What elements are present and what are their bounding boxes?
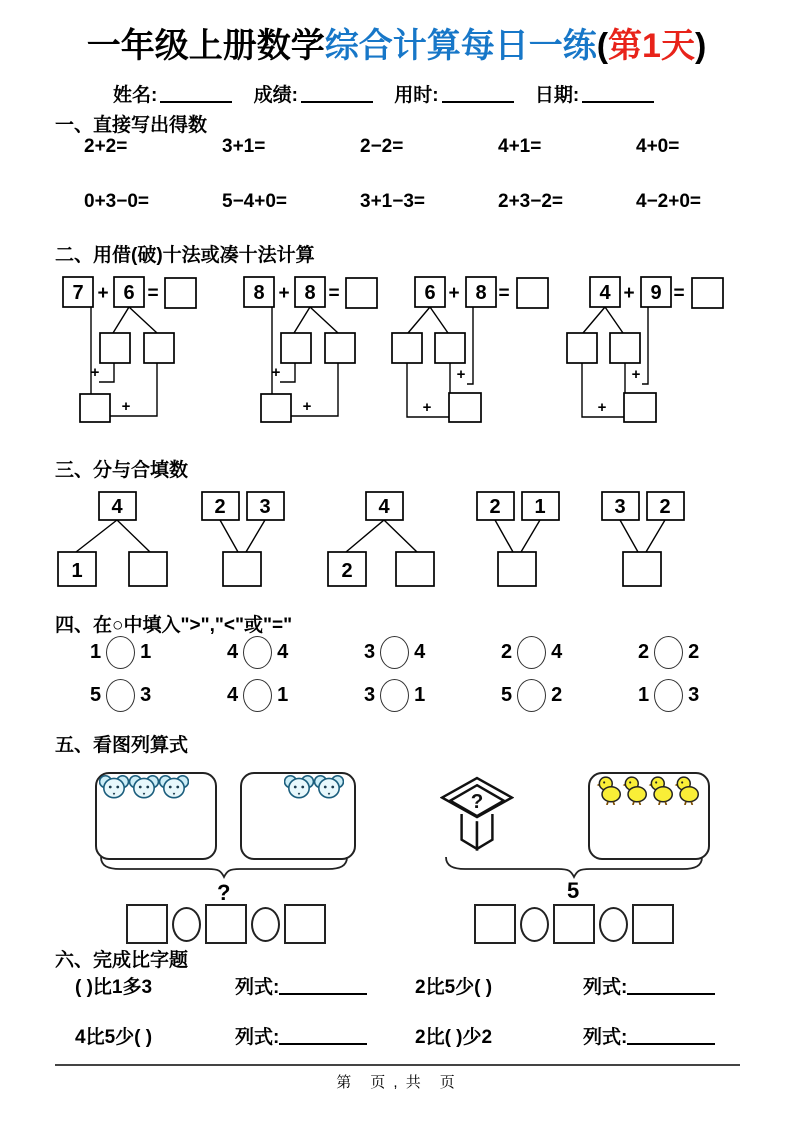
title-black: 一年级上册数学 [86,27,325,65]
comparison-circle[interactable] [654,679,683,712]
bond-top-value: 3 [259,496,271,518]
equation-cell [583,972,715,999]
date-blank[interactable] [582,83,654,103]
comparison-item [227,636,364,669]
equation-label: 列式: [235,977,280,998]
mystery-box-label: ? [470,789,484,813]
left-number: 4 [227,684,239,706]
brace-right-label: 5 [567,878,580,903]
connector-line [117,520,150,552]
comparison-item [501,679,638,712]
left-number: 1 [90,641,102,663]
plus-sign: + [97,283,109,304]
section2-header: 二、用借(破)十法或凑十法计算 [55,245,315,266]
bond-top-value: 2 [659,496,671,518]
bond-part-box[interactable] [396,552,434,586]
mouse-icon [159,774,189,800]
connector-line [384,520,417,552]
plus-sign: + [631,366,641,383]
comparison-circle[interactable] [106,679,135,712]
number-bond-merge-4 [473,490,563,590]
addend2: 8 [475,282,487,304]
chick-icon [674,775,700,805]
equation-blank[interactable] [627,1027,715,1045]
equation-cell [235,1022,367,1049]
plus-sign: + [422,399,432,416]
title-red: 第1天 [608,27,695,65]
mouse-icon [129,774,159,800]
equation-circle[interactable] [251,907,280,942]
date-label: 日期: [534,85,580,106]
right-number: 1 [140,641,152,663]
comparison-circle[interactable] [517,636,546,669]
connector-line [642,307,648,384]
section4-row2 [90,679,775,712]
plus-sign: + [121,398,131,415]
comparison-item [90,636,227,669]
number-bond-merge-5 [598,490,688,590]
brace-left-label: ? [217,880,231,905]
equals-sign: = [147,283,159,304]
comparison-item [90,679,227,712]
bond-part-value: 1 [71,560,83,582]
connector-line [521,520,540,552]
time-blank[interactable] [442,83,514,103]
info-line [113,80,670,107]
bond-part-value: 2 [341,560,353,582]
equation-template-right [472,904,676,944]
section4-header: 四、在○中填入">","<"或"=" [55,615,293,636]
make-ten-diagram-2 [243,276,383,426]
right-number: 2 [551,684,563,706]
addend1: 4 [599,282,611,304]
equation-blank[interactable] [627,977,715,995]
connector-line [467,307,473,384]
title-paren-close: ) [694,27,707,65]
equation-label: 列式: [583,977,628,998]
equation-square[interactable] [474,904,516,944]
right-number: 1 [414,684,426,706]
bond-sum-box[interactable] [223,552,261,586]
calc-problem: 2+2= [84,136,128,157]
word-problem: 4比5少( ) [75,1027,153,1048]
chick-icon [622,775,648,805]
decomp-box[interactable] [435,333,465,363]
bond-top-value: 2 [214,496,226,518]
step-box[interactable] [261,394,291,422]
section1-row2 [84,191,774,213]
section6-row2 [58,1022,758,1048]
plus-sign: + [623,283,635,304]
left-number: 3 [364,641,376,663]
make-ten-diagram-1 [62,276,202,426]
equals-sign: = [673,283,685,304]
bond-top-value: 4 [111,496,123,518]
equation-cell [583,1022,715,1049]
left-number: 5 [501,684,513,706]
left-number: 3 [364,684,376,706]
calc-problem: 2−2= [360,136,404,157]
bond-part-box[interactable] [129,552,167,586]
decomp-box[interactable] [281,333,311,363]
brace-right [445,856,703,880]
right-number: 4 [414,641,426,663]
equation-label: 列式: [583,1027,628,1048]
plus-sign: + [278,283,290,304]
connector-line [605,307,623,333]
plus-sign: + [456,366,466,383]
equation-blank[interactable] [279,1027,367,1045]
comparison-circle[interactable] [517,679,546,712]
section5-header: 五、看图列算式 [55,735,189,756]
comparison-item [501,636,638,669]
addend1: 8 [253,282,265,304]
score-blank[interactable] [301,83,373,103]
right-number: 4 [551,641,563,663]
mouse-icon [99,774,129,800]
decomp-box[interactable] [325,333,355,363]
section6-row1 [58,972,758,998]
decomp-box[interactable] [144,333,174,363]
step-box[interactable] [624,393,656,422]
word-problem: 2比5少( ) [415,977,493,998]
connector-line [646,520,665,552]
equation-square[interactable] [553,904,595,944]
equation-circle[interactable] [520,907,549,942]
word-problem: 2比( )少2 [415,1027,493,1048]
title-blue: 综合计算每日一练 [324,27,597,65]
connector-line [246,520,265,552]
comparison-circle[interactable] [106,636,135,669]
comparison-circle[interactable] [380,636,409,669]
comparison-circle[interactable] [243,636,272,669]
bond-top-value: 2 [489,496,501,518]
number-bond-merge-2 [198,490,288,590]
right-number: 1 [277,684,289,706]
mystery-box-icon [440,776,514,852]
plus-sign: + [271,364,281,381]
make-ten-diagram-4 [565,276,725,426]
connector-line [76,520,117,552]
title-paren-open: ( [596,27,609,65]
section6-header: 六、完成比字题 [55,950,189,971]
equation-circle[interactable] [599,907,628,942]
page-number-footer: 第 页 , 共 页 [336,1074,457,1091]
mouse-icon [314,774,344,800]
step-box[interactable] [449,393,481,422]
connector-line [113,307,129,333]
connector-line [310,307,338,333]
decomp-box[interactable] [392,333,422,363]
answer-box[interactable] [692,278,723,308]
comparison-item [227,679,364,712]
left-number: 4 [227,641,239,663]
bond-top-value: 3 [614,496,626,518]
bond-sum-box[interactable] [498,552,536,586]
calc-problem: 4+0= [636,136,680,157]
mice-group-1 [99,774,189,800]
equation-square[interactable] [205,904,247,944]
chicks-group [596,775,700,805]
left-number: 2 [638,641,650,663]
word-problem: ( )比1多3 [75,977,153,998]
decomp-box[interactable] [100,333,130,363]
plus-sign: + [597,399,607,416]
connector-line [430,307,448,333]
addend2: 6 [123,282,135,304]
connector-line [620,520,638,552]
bond-top-value: 1 [534,496,546,518]
comparison-item [364,636,501,669]
plus-sign: + [302,398,312,415]
calc-problem: 3+1= [222,136,266,157]
page-title [0,18,793,67]
comparison-circle[interactable] [243,679,272,712]
comparison-item [638,679,775,712]
number-bond-split-1 [55,490,170,590]
right-number: 2 [688,641,700,663]
plus-sign: + [90,364,100,381]
left-number: 2 [501,641,513,663]
score-label: 成绩: [253,85,298,106]
connector-line [346,520,384,552]
connector-line [294,307,310,333]
equation-square[interactable] [284,904,326,944]
connector-line [99,363,114,382]
left-number: 1 [638,684,650,706]
name-label: 姓名: [113,85,158,106]
decomp-box[interactable] [567,333,597,363]
time-label: 用时: [394,85,439,106]
number-bond-split-3 [323,490,438,590]
decomp-box[interactable] [610,333,640,363]
connector-line [129,307,157,333]
equation-template-left [124,904,328,944]
equals-sign: = [498,283,510,304]
addend1: 7 [72,282,84,304]
brace-left [100,856,348,880]
equation-label: 列式: [235,1027,280,1048]
equation-square[interactable] [632,904,674,944]
calc-problem: 4+1= [498,136,542,157]
step-box[interactable] [80,394,110,422]
calc-problem: 2+3−2= [498,191,563,212]
connector-line [280,363,295,382]
make-ten-diagram-3 [390,276,550,426]
bond-top-value: 4 [378,496,390,518]
comparison-circle[interactable] [380,679,409,712]
right-number: 3 [688,684,700,706]
right-number: 4 [277,641,289,663]
plus-sign: + [448,283,460,304]
connector-line [220,520,238,552]
footer-divider [55,1064,740,1066]
section3-header: 三、分与合填数 [55,460,189,481]
section1-row1 [84,136,774,158]
name-blank[interactable] [160,83,232,103]
connector-line [291,363,338,416]
connector-line [110,363,157,416]
equation-blank[interactable] [279,977,367,995]
connector-line [583,307,605,333]
left-number: 5 [90,684,102,706]
equals-sign: = [328,283,340,304]
right-number: 3 [140,684,152,706]
equation-cell [235,972,367,999]
addend1: 6 [424,282,436,304]
connector-line [495,520,513,552]
comparison-item [364,679,501,712]
answer-box[interactable] [346,278,377,308]
bond-sum-box[interactable] [623,552,661,586]
calc-problem: 0+3−0= [84,191,149,212]
equation-square[interactable] [126,904,168,944]
chick-icon [596,775,622,805]
mice-group-2 [284,774,344,800]
equation-circle[interactable] [172,907,201,942]
comparison-item [638,636,775,669]
chick-icon [648,775,674,805]
answer-box[interactable] [165,278,196,308]
comparison-circle[interactable] [654,636,683,669]
addend2: 9 [650,282,662,304]
calc-problem: 3+1−3= [360,191,425,212]
mouse-icon [284,774,314,800]
section1-header: 一、直接写出得数 [55,115,208,136]
addend2: 8 [304,282,316,304]
section4-row1 [90,636,775,669]
connector-line [408,307,430,333]
answer-box[interactable] [517,278,548,308]
calc-problem: 4−2+0= [636,191,701,212]
calc-problem: 5−4+0= [222,191,287,212]
